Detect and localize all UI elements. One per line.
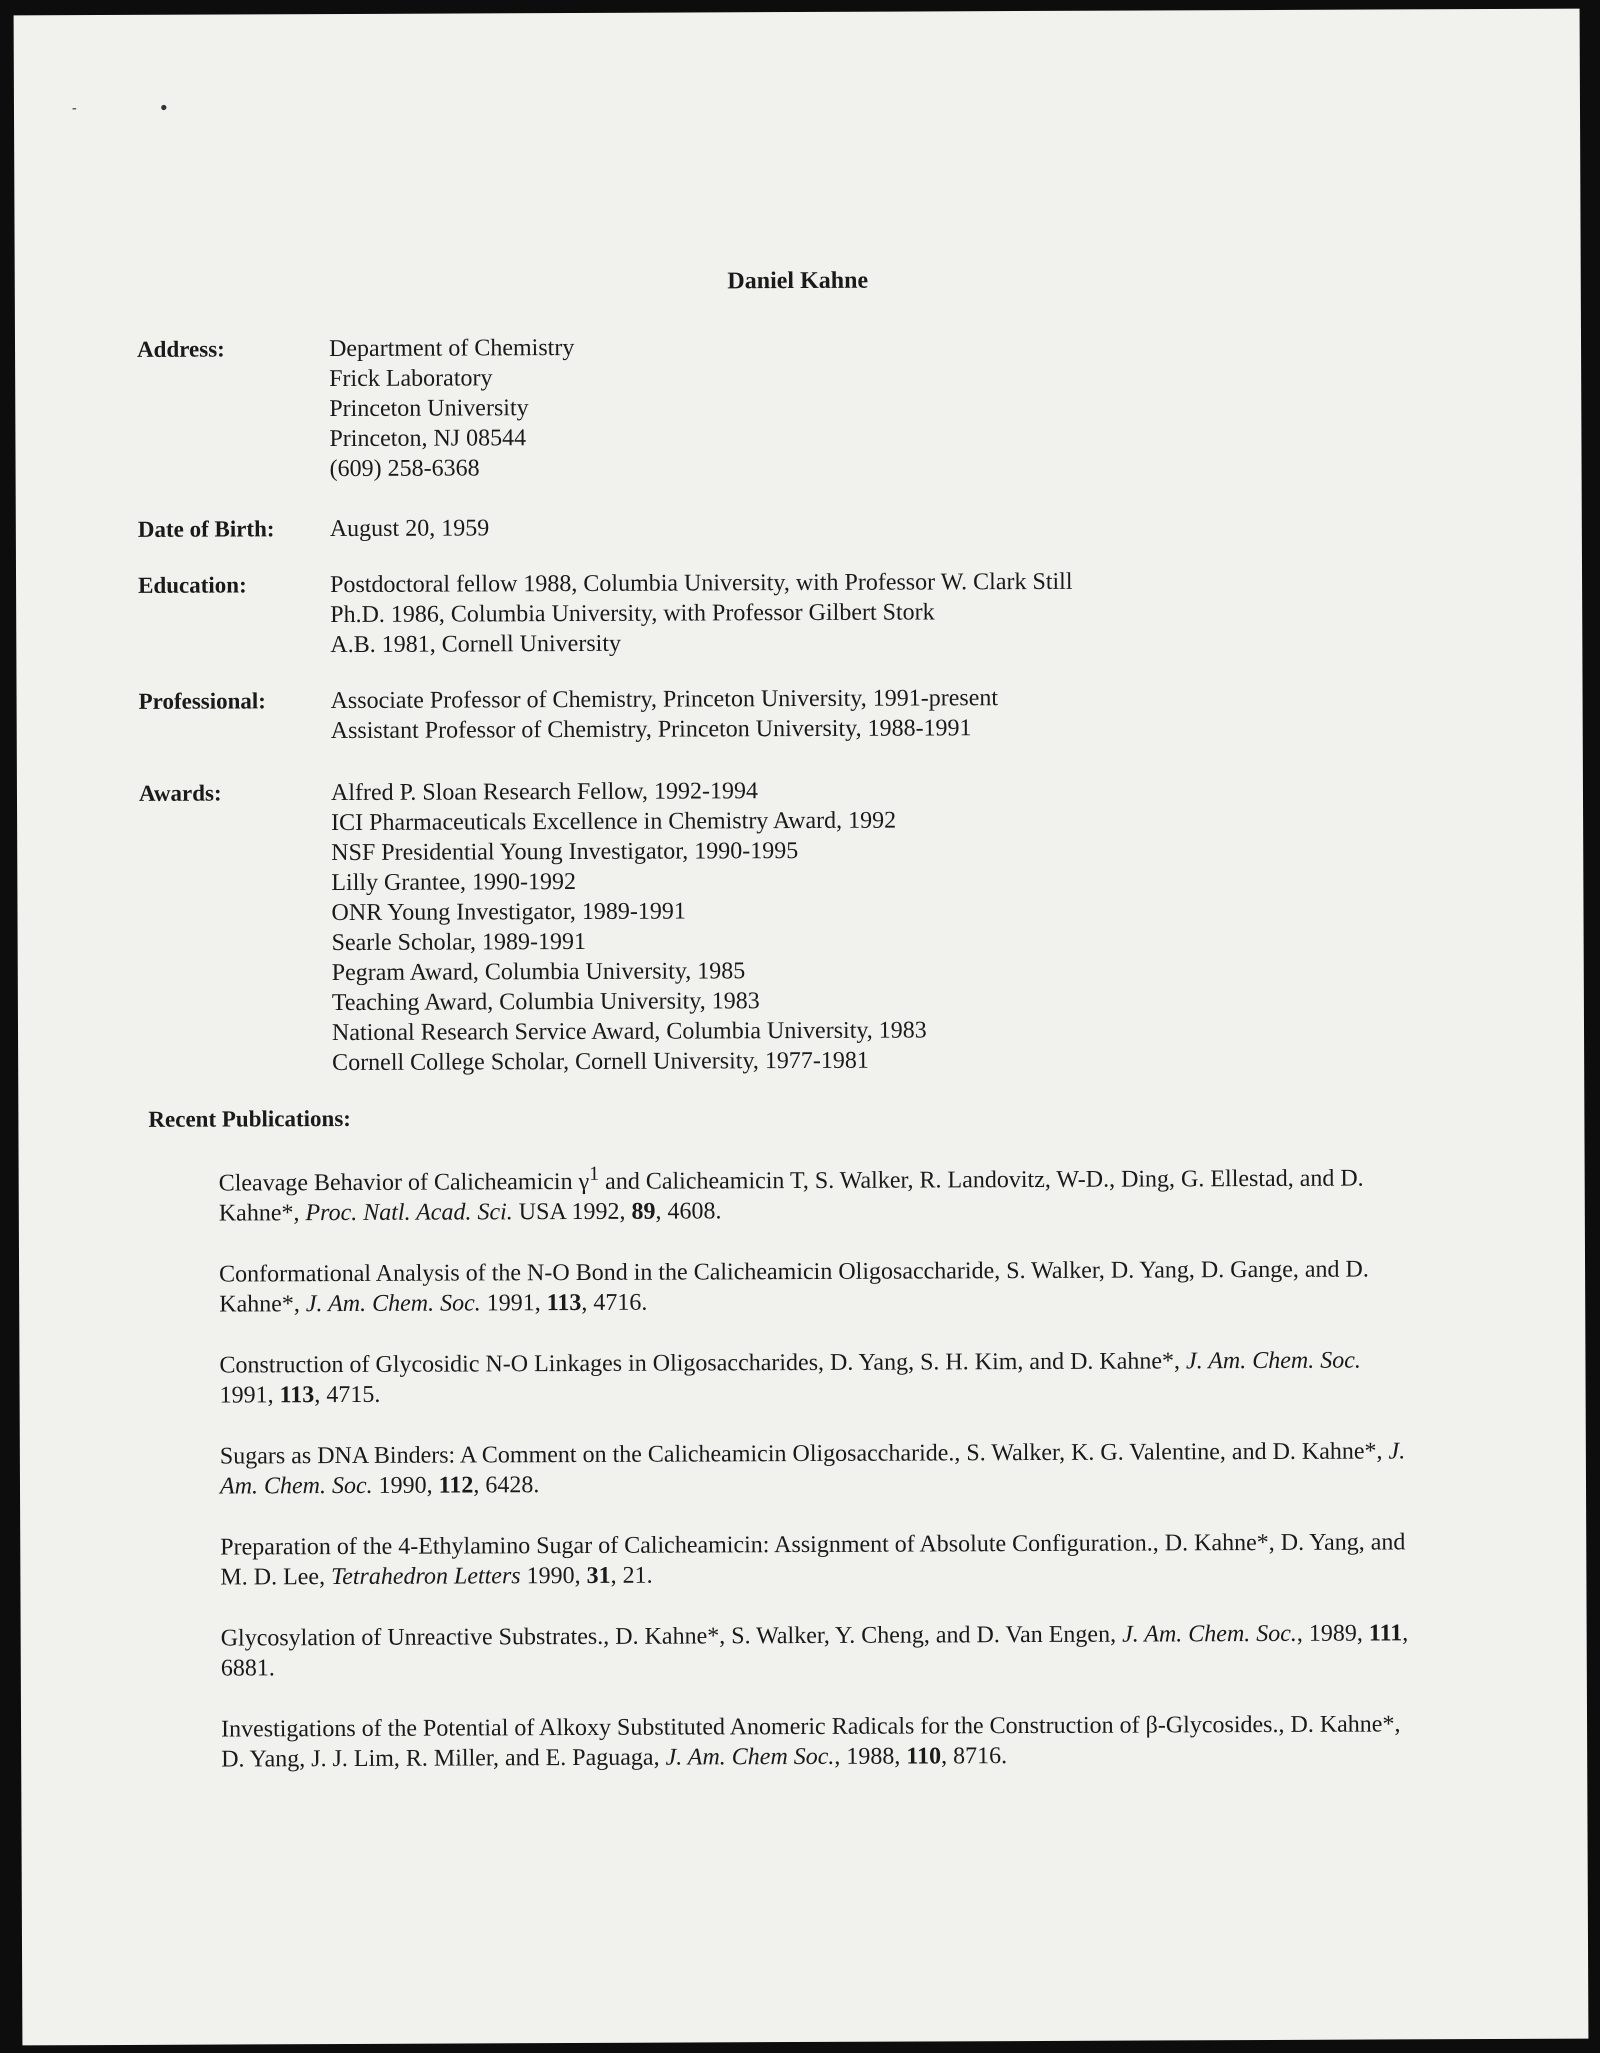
section-education bbox=[138, 565, 1502, 661]
pub-year: , 1988, bbox=[834, 1743, 907, 1770]
awards-label: Awards: bbox=[138, 780, 222, 806]
pub-pages: , 4716. bbox=[581, 1289, 648, 1316]
award-item: NSF Presidential Young Investigator, 1990-1995 bbox=[331, 838, 799, 867]
publication-item bbox=[221, 1618, 1411, 1683]
pub-journal: J. Am. Chem Soc. bbox=[665, 1743, 835, 1771]
pub-journal: J. Am. Chem. Soc. bbox=[305, 1290, 481, 1318]
pub-authors: , D. Kahne*, D. Yang, and M. D. Lee, bbox=[220, 1529, 1406, 1591]
pub-authors: , S. Walker, D. Yang, D. Gange, and D. Kahne*, bbox=[219, 1256, 1369, 1318]
education-values bbox=[330, 567, 1073, 660]
award-item: ICI Pharmaceuticals Excellence in Chemistry Award, 1992 bbox=[331, 807, 897, 837]
pub-volume: 31 bbox=[586, 1562, 611, 1589]
professional-line: Associate Professor of Chemistry, Princeton University, 1991-present bbox=[330, 685, 999, 715]
professional-values bbox=[331, 683, 999, 746]
education-label: Education: bbox=[138, 572, 247, 598]
pub-year: , 1989, bbox=[1296, 1620, 1369, 1647]
pub-title: Construction of Glycosidic N-O Linkages in Oligosaccharides bbox=[219, 1349, 819, 1379]
section-professional bbox=[139, 681, 1503, 747]
pub-volume: 110 bbox=[906, 1743, 942, 1770]
publication-item bbox=[219, 1254, 1409, 1319]
publication-item bbox=[221, 1709, 1411, 1774]
education-line: A.B. 1981, Cornell University bbox=[330, 630, 622, 659]
award-item: Searle Scholar, 1989-1991 bbox=[331, 928, 586, 957]
award-item: Alfred P. Sloan Research Fellow, 1992-1994 bbox=[330, 778, 759, 807]
award-item: Lilly Grantee, 1990-1992 bbox=[331, 868, 577, 897]
document-page bbox=[14, 9, 1589, 2046]
pub-title: Conformational Analysis of the N-O Bond in the Calicheamicin Oligosaccharide bbox=[219, 1258, 995, 1288]
stray-dot: • bbox=[159, 94, 168, 120]
publications-heading: Recent Publications: bbox=[148, 1105, 351, 1132]
pub-volume: 111 bbox=[1368, 1620, 1403, 1647]
publication-item bbox=[219, 1155, 1409, 1228]
pub-title: Investigations of the Potential of Alkoxy Substituted Anomeric Radicals for the Construction of β-Glycosides. bbox=[221, 1711, 1279, 1743]
publication-item bbox=[219, 1345, 1409, 1410]
address-line: Princeton, NJ 08544 bbox=[329, 425, 527, 453]
section-dob bbox=[138, 509, 1502, 545]
pub-pages: , 21. bbox=[610, 1562, 653, 1589]
pub-authors: , D. Kahne*, S. Walker, Y. Cheng, and D. Van Engen, bbox=[603, 1621, 1123, 1650]
award-item: National Research Service Award, Columbia University, 1983 bbox=[331, 1017, 927, 1047]
pub-pages: , 8716. bbox=[941, 1743, 1008, 1770]
pub-journal: Tetrahedron Letters bbox=[330, 1563, 521, 1591]
pub-pages: , 4608. bbox=[655, 1198, 722, 1225]
pub-volume: 113 bbox=[279, 1382, 315, 1409]
address-line: Frick Laboratory bbox=[329, 365, 493, 393]
pub-authors: , D. Yang, S. H. Kim, and D. Kahne*, bbox=[817, 1348, 1187, 1376]
pub-journal: J. Am. Chem. Soc. bbox=[1121, 1620, 1297, 1648]
pub-title-sup: 1 bbox=[589, 1162, 600, 1185]
address-line: Department of Chemistry bbox=[328, 334, 575, 363]
education-line: Ph.D. 1986, Columbia University, with Professor Gilbert Stork bbox=[330, 599, 935, 629]
pub-authors: , D. Kahne*, D. Yang, J. J. Lim, R. Miller, and E. Paguaga, bbox=[221, 1711, 1401, 1773]
pub-pages: , 6428. bbox=[473, 1472, 540, 1499]
pub-authors: , S. Walker, K. G. Valentine, and D. Kahne*, bbox=[954, 1438, 1389, 1467]
pub-title-rest: and Calicheamicin T bbox=[599, 1167, 803, 1195]
pub-pages: , 4715. bbox=[314, 1381, 381, 1409]
document-title: Daniel Kahne bbox=[727, 267, 869, 295]
publication-item bbox=[220, 1527, 1410, 1592]
pub-journal: Proc. Natl. Acad. Sci. bbox=[305, 1199, 513, 1227]
address-label: Address: bbox=[136, 336, 225, 362]
pub-year: 1990, bbox=[372, 1472, 439, 1499]
pub-title: Glycosylation of Unreactive Substrates. bbox=[220, 1623, 604, 1652]
publication-item bbox=[220, 1436, 1410, 1501]
dob-label: Date of Birth: bbox=[137, 516, 275, 542]
publications-list bbox=[219, 1155, 1412, 1805]
pub-year: 1990, bbox=[520, 1562, 587, 1590]
professional-label: Professional: bbox=[138, 688, 266, 714]
pub-title: Cleavage Behavior of Calicheamicin γ bbox=[218, 1168, 590, 1197]
pub-journal: J. Am. Chem. Soc. bbox=[1185, 1347, 1361, 1375]
address-line: (609) 258-6368 bbox=[329, 455, 480, 483]
education-line: Postdoctoral fellow 1988, Columbia University, with Professor W. Clark Still bbox=[330, 568, 1073, 599]
pub-volume: 113 bbox=[546, 1289, 582, 1317]
pub-pages: , 6881. bbox=[220, 1620, 1409, 1682]
address-line: Princeton University bbox=[329, 395, 529, 423]
pub-year: USA 1992, bbox=[512, 1198, 632, 1226]
dob-line: August 20, 1959 bbox=[329, 515, 490, 543]
award-item: ONR Young Investigator, 1989-1991 bbox=[331, 898, 686, 927]
award-item: Cornell College Scholar, Cornell University, 1977-1981 bbox=[332, 1047, 869, 1077]
pub-journal: J. Am. Chem. Soc. bbox=[219, 1438, 1406, 1500]
dob-values bbox=[330, 513, 489, 544]
pub-year: 1991, bbox=[219, 1382, 280, 1409]
section-address bbox=[137, 329, 1502, 485]
professional-line: Assistant Professor of Chemistry, Princeton University, 1988-1991 bbox=[330, 715, 972, 745]
award-item: Teaching Award, Columbia University, 1983 bbox=[331, 988, 760, 1017]
pub-authors: , S. Walker, R. Landovitz, W-D., Ding, G. Ellestad, and D. Kahne*, bbox=[218, 1165, 1364, 1227]
awards-values bbox=[331, 775, 927, 1078]
stray-mark: - bbox=[71, 101, 77, 117]
address-values bbox=[329, 333, 575, 484]
award-item: Pegram Award, Columbia University, 1985 bbox=[331, 958, 746, 987]
pub-year: 1991, bbox=[480, 1290, 547, 1317]
pub-volume: 112 bbox=[438, 1472, 474, 1499]
pub-title: Preparation of the 4-Ethylamino Sugar of Calicheamicin: Assignment of Absolute Configuration. bbox=[220, 1530, 1153, 1561]
pub-volume: 89 bbox=[631, 1198, 656, 1225]
section-awards bbox=[139, 773, 1504, 1079]
pub-title: Sugars as DNA Binders: A Comment on the Calicheamicin Oligosaccharide. bbox=[219, 1440, 955, 1470]
